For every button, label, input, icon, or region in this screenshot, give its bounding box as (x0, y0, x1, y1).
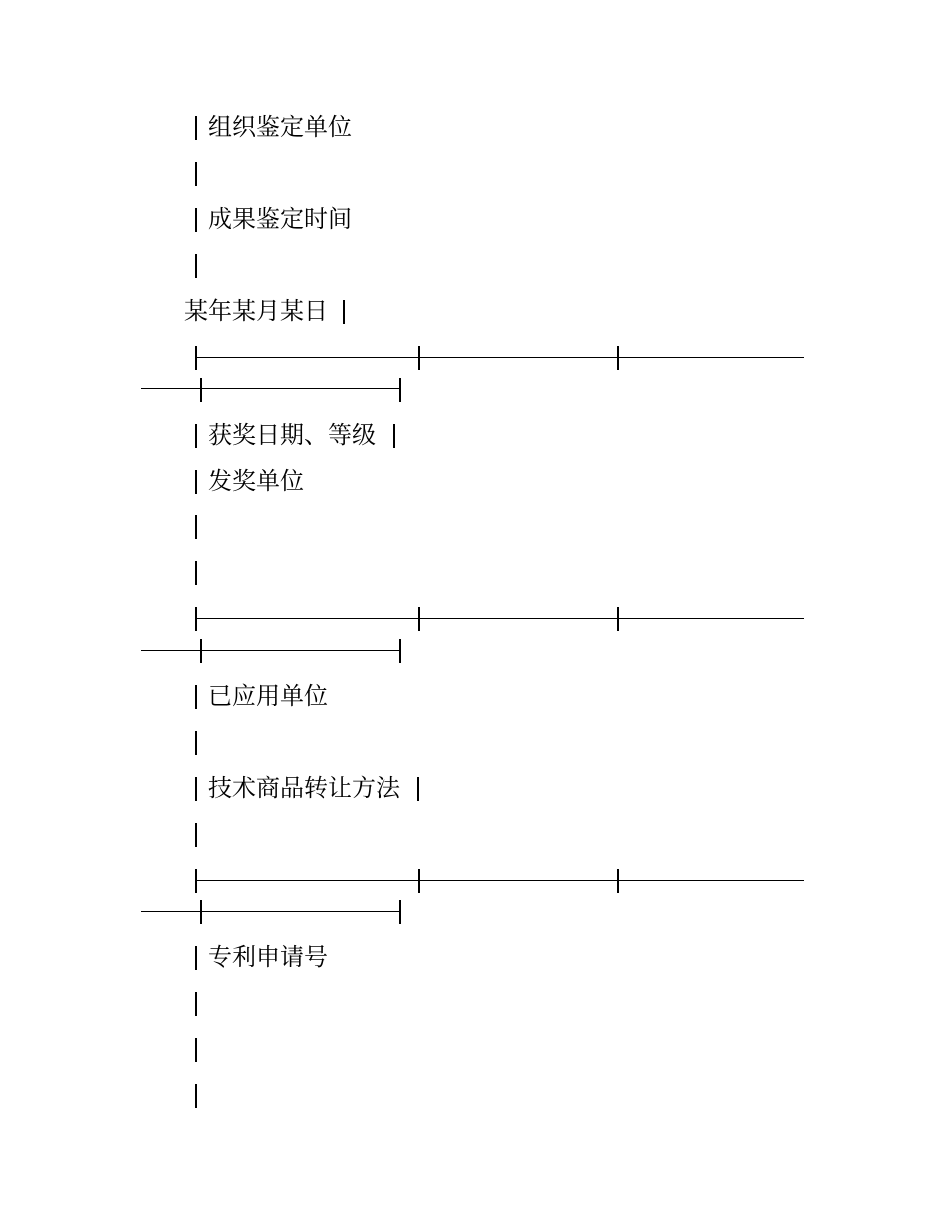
table-border (195, 1084, 197, 1108)
table-border (418, 346, 420, 370)
table-rule (196, 357, 804, 358)
table-border (200, 639, 202, 663)
table-border (195, 731, 197, 755)
table-rule (141, 650, 401, 651)
table-border (399, 900, 401, 924)
table-border (399, 378, 401, 402)
table-border (195, 869, 197, 893)
table-rule (196, 880, 804, 881)
field-label-award-unit: 发奖单位 (208, 467, 304, 495)
table-border (195, 1038, 197, 1062)
table-border (195, 346, 197, 370)
table-border (195, 561, 197, 585)
field-label-patent-number: 专利申请号 (208, 943, 328, 971)
table-border (195, 470, 197, 494)
table-border (617, 607, 619, 631)
table-border (200, 378, 202, 402)
table-border (195, 424, 197, 448)
table-border (200, 900, 202, 924)
field-label-org-unit: 组织鉴定单位 (208, 113, 352, 141)
table-border (195, 946, 197, 970)
table-border (195, 515, 197, 539)
table-border (418, 607, 420, 631)
table-border (195, 823, 197, 847)
table-border (195, 254, 197, 278)
field-value-date: 某年某月某日 (184, 297, 328, 325)
table-border (417, 777, 419, 801)
table-border (418, 869, 420, 893)
table-rule (141, 911, 401, 912)
table-border (393, 424, 395, 448)
field-label-award-date-level: 获奖日期、等级 (208, 421, 376, 449)
table-border (343, 300, 345, 324)
table-rule (196, 618, 804, 619)
table-border (617, 869, 619, 893)
table-border (195, 992, 197, 1016)
table-border (195, 607, 197, 631)
field-label-eval-time: 成果鉴定时间 (208, 205, 352, 233)
table-border (195, 685, 197, 709)
table-border (399, 639, 401, 663)
field-label-transfer-method: 技术商品转让方法 (208, 774, 400, 802)
field-label-applied-unit: 已应用单位 (208, 682, 328, 710)
table-border (195, 116, 197, 140)
table-rule (141, 388, 401, 389)
table-border (195, 162, 197, 186)
table-border (195, 208, 197, 232)
table-border (195, 777, 197, 801)
table-border (617, 346, 619, 370)
